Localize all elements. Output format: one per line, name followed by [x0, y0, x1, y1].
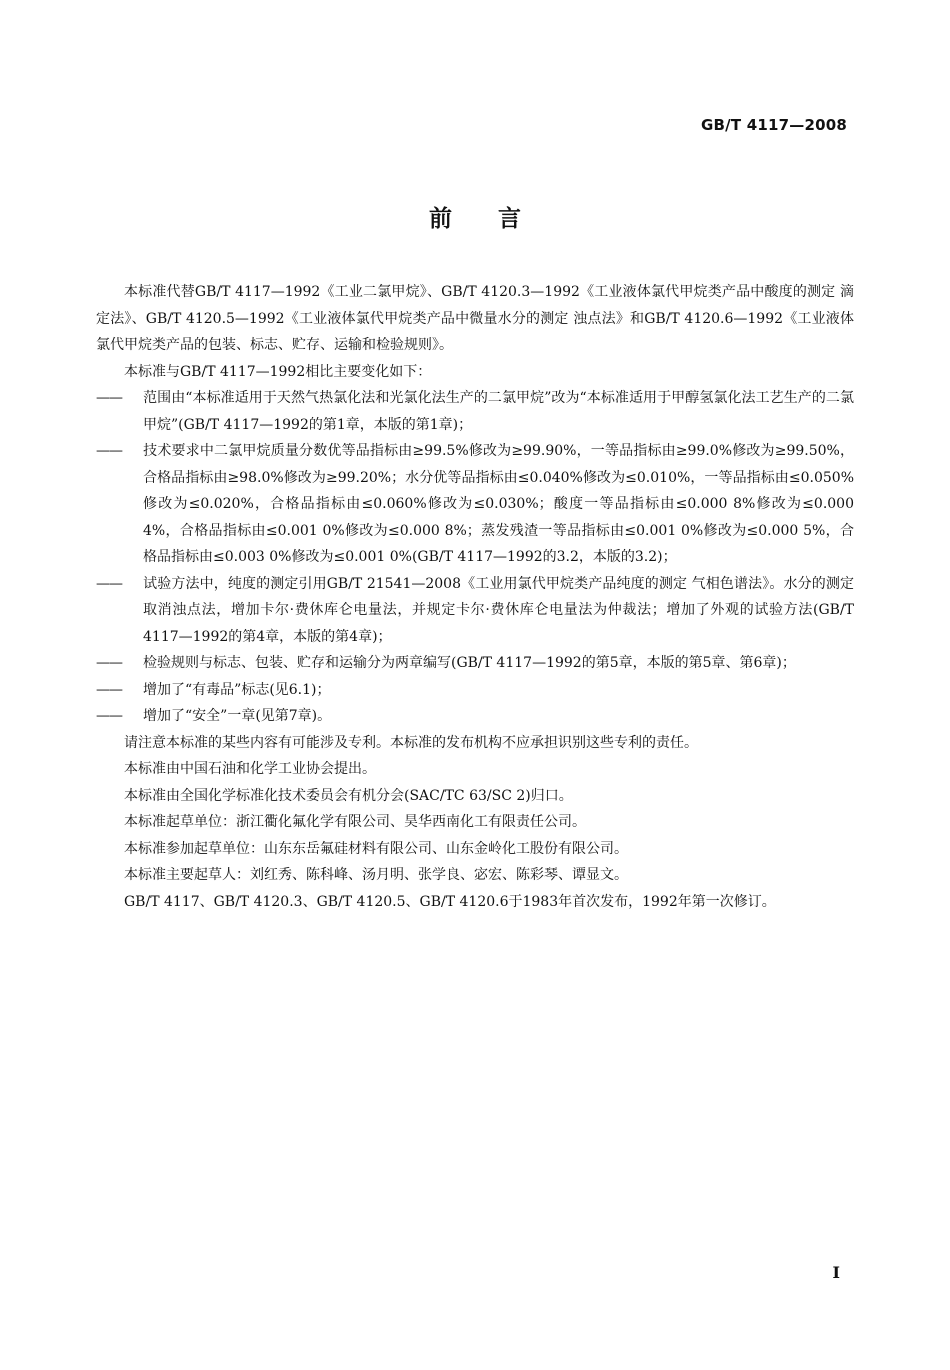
paragraph-publication-history: GB/T 4117、GB/T 4120.3、GB/T 4120.5、GB/T 4120.6于1983年首次发布，1992年第一次修订。 — [124, 893, 776, 910]
paragraph-changes-intro: 本标准与GB/T 4117—1992相比主要变化如下： — [124, 363, 432, 380]
paragraph-participating-units: 本标准参加起草单位：山东东岳氟硅材料有限公司、山东金岭化工股份有限公司。 — [124, 840, 628, 857]
list-item — [96, 703, 854, 730]
foreword-body — [96, 279, 854, 915]
paragraph-drafting-units: 本标准起草单位：浙江衢化氟化学有限公司、昊华西南化工有限责任公司。 — [124, 814, 586, 830]
standard-number: GB/T 4117—2008 — [701, 116, 847, 134]
page-number: I — [832, 1263, 840, 1282]
dash-marker: —— — [96, 708, 122, 724]
dash-marker: —— — [96, 681, 122, 698]
changes-list — [96, 385, 854, 730]
list-item-text: 试验方法中，纯度的测定引用GB/T 21541—2008《工业用氯代甲烷类产品纯度的测定 气相色谱法》。水分的测定取消浊点法，增加卡尔·费休库仑电量法，并规定卡尔·费休库仑电量法为仲裁法；增加了外观的试验方法(GB/T 4117—1992的第4章，本版的第4章)； — [143, 575, 854, 645]
paragraph-administrator: 本标准由全国化学标准化技术委员会有机分会(SAC/TC 63/SC 2)归口。 — [124, 787, 573, 804]
list-item — [96, 438, 854, 571]
list-item-text: 增加了“安全”一章(见第7章)。 — [143, 708, 332, 724]
dash-marker: —— — [96, 655, 122, 671]
paragraph-proposer: 本标准由中国石油和化学工业协会提出。 — [124, 761, 376, 777]
dash-marker: —— — [96, 575, 122, 592]
list-item-text: 技术要求中二氯甲烷质量分数优等品指标由≥99.5%修改为≥99.90%，一等品指标由≥99.0%修改为≥99.50%，合格品指标由≥98.0%修改为≥99.20%；水分优等品指标由≤0.040%修改为≤0.010%，一等品指标由≤0.050%修改为≤0.020%，合格品指标由≤0.060%修改为≤0.030%；酸度一等品指标由≤0.000 8%修改为≤0.000 4%，合格品指标由≤0.001 0%修改为≤0.000 8%；蒸发残渣一等品指标由≤0.001 0%修改为≤0.000 5%，合格品指标由≤0.003 0%修改为≤0.001 0%(GB/T 4117—1992的3.2，本版的3.2)； — [143, 443, 854, 565]
paragraph-patent-notice: 请注意本标准的某些内容有可能涉及专利。本标准的发布机构不应承担识别这些专利的责任。 — [124, 734, 698, 751]
list-item — [96, 571, 854, 651]
list-item — [96, 650, 854, 677]
list-item — [96, 677, 854, 704]
dash-marker: —— — [96, 443, 122, 459]
dash-marker: —— — [96, 390, 122, 406]
list-item-text: 检验规则与标志、包装、贮存和运输分为两章编写(GB/T 4117—1992的第5章，本版的第5章、第6章)； — [143, 655, 796, 671]
paragraph-main-drafters: 本标准主要起草人：刘红秀、陈科峰、汤月明、张学良、宓宏、陈彩琴、谭显文。 — [124, 867, 628, 883]
page-title: 前言 — [429, 206, 567, 232]
list-item-text: 范围由“本标准适用于天然气热氯化法和光氯化法生产的二氯甲烷”改为“本标准适用于甲醇氢氯化法工艺生产的二氯甲烷”(GB/T 4117—1992的第1章，本版的第1章)； — [143, 390, 854, 433]
list-item — [96, 385, 854, 438]
list-item-text: 增加了“有毒品”标志(见6.1)； — [143, 681, 331, 698]
paragraph-replacement: 本标准代替GB/T 4117—1992《工业二氯甲烷》、GB/T 4120.3—1992《工业液体氯代甲烷类产品中酸度的测定 滴定法》、GB/T 4120.5—1992《工业液体氯代甲烷类产品中微量水分的测定 浊点法》和GB/T 4120.6—1992《工业液体氯代甲烷类产品的包装、标志、贮存、运输和检验规则》。 — [96, 284, 854, 353]
